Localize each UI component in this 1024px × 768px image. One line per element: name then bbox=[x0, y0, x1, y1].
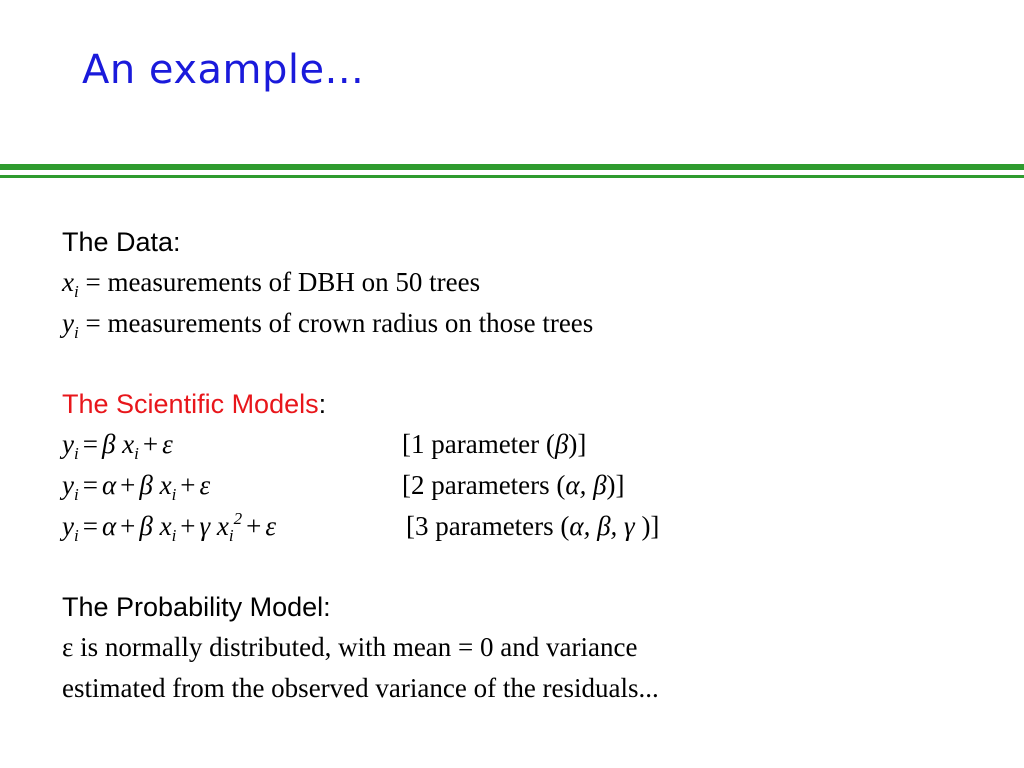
model-equation-3 bbox=[62, 506, 962, 547]
probability-line-1: ε is normally distributed, with mean = 0 and variance bbox=[62, 632, 638, 662]
data-heading: The Data: bbox=[62, 227, 181, 257]
title-divider-thin bbox=[0, 175, 1024, 178]
model-1-parameters: [1 parameter (β)] bbox=[402, 429, 587, 459]
model-equation-2 bbox=[62, 465, 962, 506]
x-description: = measurements of DBH on 50 trees bbox=[85, 267, 481, 297]
models-heading-colon: : bbox=[318, 389, 327, 419]
equation-1: $y_i = \beta$ $x_i + \varepsilon$ bbox=[62, 429, 173, 463]
y-variable: y bbox=[62, 308, 74, 338]
models-heading-label: The Scientific Models bbox=[62, 389, 319, 419]
model-equation-1 bbox=[62, 424, 962, 465]
probability-line-2: estimated from the observed variance of the residuals... bbox=[62, 673, 659, 703]
probability-heading: The Probability Model: bbox=[62, 592, 331, 622]
title-divider-thick bbox=[0, 164, 1024, 170]
y-definition bbox=[62, 303, 962, 344]
models-heading bbox=[62, 384, 962, 424]
y-subscript: i bbox=[73, 323, 79, 342]
x-definition bbox=[62, 262, 962, 303]
slide-title: An example... bbox=[82, 47, 365, 93]
slide-body bbox=[62, 222, 962, 709]
model-2-parameters: [2 parameters (α, β)] bbox=[402, 470, 625, 500]
y-description: = measurements of crown radius on those trees bbox=[85, 308, 594, 338]
equation-2: $y_i = \alpha + \beta$ $x_i + \varepsilon$ bbox=[62, 470, 211, 504]
equation-3: $y_i = \alpha + \beta$ $x_i + \gamma$ $x_i^2 + \varepsilon$ bbox=[62, 509, 277, 545]
model-3-parameters: [3 parameters (α, β, γ )] bbox=[406, 511, 660, 541]
x-subscript: i bbox=[73, 282, 79, 301]
x-variable: x bbox=[62, 267, 74, 297]
